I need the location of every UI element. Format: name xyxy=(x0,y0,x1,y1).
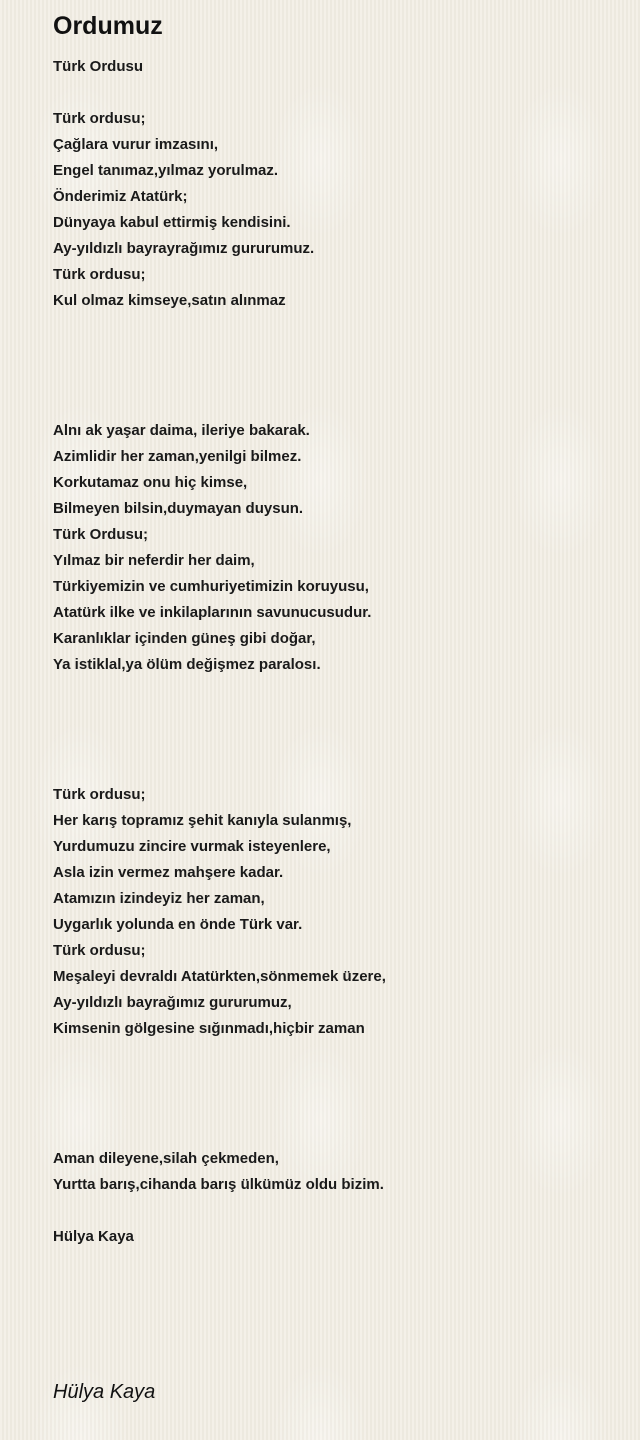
poem-line: Meşaleyi devraldı Atatürkten,sönmemek üzere, xyxy=(53,968,386,985)
poem-line: Uygarlık yolunda en önde Türk var. xyxy=(53,916,303,933)
poem-line: Türkiyemizin ve cumhuriyetimizin koruyusu, xyxy=(53,578,369,595)
poem-line: Atamızın izindeyiz her zaman, xyxy=(53,890,265,907)
poem-line: Korkutamaz onu hiç kimse, xyxy=(53,474,248,491)
poem-line: Yılmaz bir neferdir her daim, xyxy=(53,552,255,569)
page-title: Ordumuz xyxy=(53,12,163,40)
poem-line: Türk ordusu; xyxy=(53,942,146,959)
poem-line: Türk ordusu; xyxy=(53,110,146,127)
poem-line: Ay-yıldızlı bayrağımız gururumuz, xyxy=(53,994,292,1011)
poem-body xyxy=(53,54,613,1250)
poem-line: Yurtta barış,cihanda barış ülkümüz oldu bizim. xyxy=(53,1176,384,1193)
poem-line: Çağlara vurur imzasını, xyxy=(53,136,219,153)
poem-line: Türk ordusu; xyxy=(53,786,146,803)
stanza-3 xyxy=(53,782,613,1042)
stanza-gap xyxy=(53,1198,613,1224)
stanza-gap xyxy=(53,678,613,782)
stanza-gap xyxy=(53,1042,613,1146)
poem-line: Türk ordusu; xyxy=(53,266,146,283)
poem-line: Aman dileyene,silah çekmeden, xyxy=(53,1150,279,1167)
poem-line: Yurdumuzu zincire vurmak isteyenlere, xyxy=(53,838,331,855)
poem-author: Hülya Kaya xyxy=(53,1228,134,1245)
poem-line: Karanlıklar içinden güneş gibi doğar, xyxy=(53,630,316,647)
poem-line: Alnı ak yaşar daima, ileriye bakarak. xyxy=(53,422,310,439)
poem-line: Bilmeyen bilsin,duymayan duysun. xyxy=(53,500,304,517)
poem-line: Her karış topramız şehit kanıyla sulanmış, xyxy=(53,812,352,829)
stanza-4 xyxy=(53,1146,613,1198)
poem-subtitle: Türk Ordusu xyxy=(53,58,144,75)
poem-line: Ya istiklal,ya ölüm değişmez paralosı. xyxy=(53,656,321,673)
poem-line: Türk Ordusu; xyxy=(53,526,149,543)
poem-line: Dünyaya kabul ettirmiş kendisini. xyxy=(53,214,291,231)
poem-line: Ay-yıldızlı bayrayrağımız gururumuz. xyxy=(53,240,315,257)
author-signature: Hülya Kaya xyxy=(53,1381,156,1403)
poem-line: Atatürk ilke ve inkilaplarının savunucusudur. xyxy=(53,604,372,621)
stanza-2 xyxy=(53,418,613,678)
poem-line: Asla izin vermez mahşere kadar. xyxy=(53,864,284,881)
poem-line: Azimlidir her zaman,yenilgi bilmez. xyxy=(53,448,302,465)
poem-line: Önderimiz Atatürk; xyxy=(53,188,188,205)
poem-line: Kul olmaz kimseye,satın alınmaz xyxy=(53,292,286,309)
stanza-gap xyxy=(53,314,613,418)
poem-line: Kimsenin gölgesine sığınmadı,hiçbir zaman xyxy=(53,1020,365,1037)
poem-line: Engel tanımaz,yılmaz yorulmaz. xyxy=(53,162,279,179)
stanza-gap xyxy=(53,80,613,106)
stanza-1 xyxy=(53,106,613,314)
